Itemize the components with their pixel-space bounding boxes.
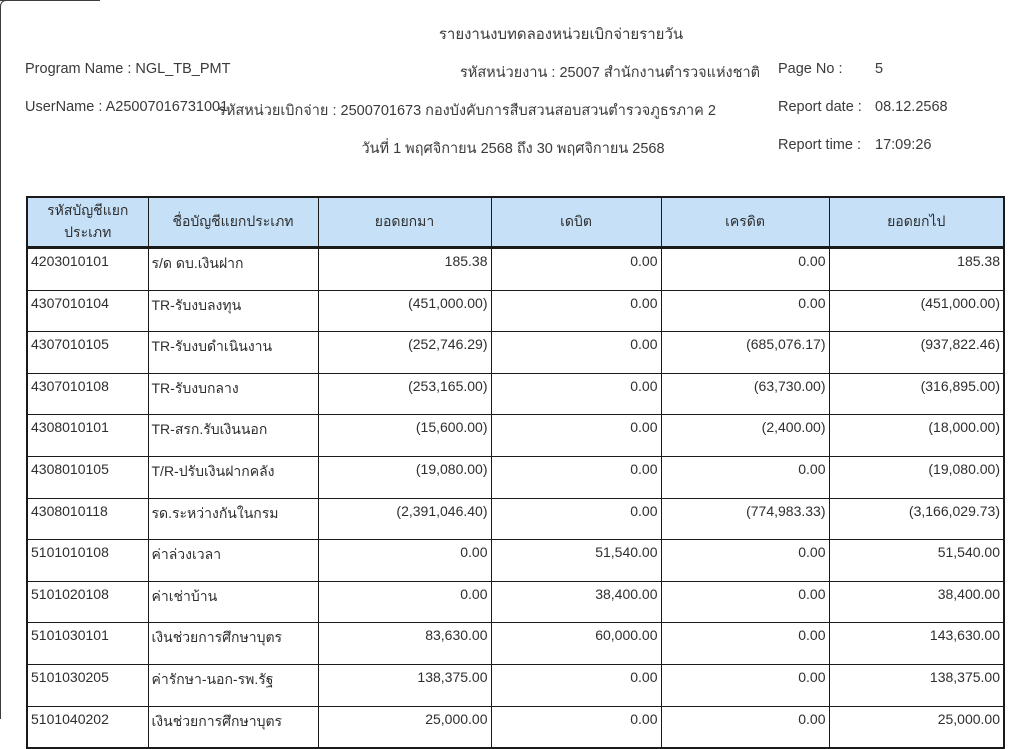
table-row xyxy=(27,540,1004,582)
cell-account-code: 4203010101 xyxy=(27,248,148,291)
cell-credit: (685,076.17) xyxy=(661,332,829,374)
cell-closing-balance: 143,630.00 xyxy=(829,623,1004,665)
cell-account-name: T/R-ปรับเงินฝากคลัง xyxy=(148,456,318,498)
cell-closing-balance: 38,400.00 xyxy=(829,581,1004,623)
cell-opening-balance: (451,000.00) xyxy=(318,290,491,332)
cell-opening-balance: (19,080.00) xyxy=(318,456,491,498)
cell-debit: 0.00 xyxy=(491,415,661,457)
table-row xyxy=(27,623,1004,665)
cell-debit: 38,400.00 xyxy=(491,581,661,623)
report-date-value: 08.12.2568 xyxy=(875,99,948,115)
page-border-top xyxy=(0,0,100,1)
cell-account-code: 4307010105 xyxy=(27,332,148,374)
cell-account-code: 4307010108 xyxy=(27,373,148,415)
cell-debit: 0.00 xyxy=(491,373,661,415)
cell-opening-balance: 185.38 xyxy=(318,248,491,291)
cell-account-code: 5101020108 xyxy=(27,581,148,623)
cell-credit: 0.00 xyxy=(661,664,829,706)
cell-debit: 51,540.00 xyxy=(491,540,661,582)
cell-opening-balance: 83,630.00 xyxy=(318,623,491,665)
table-row xyxy=(27,415,1004,457)
report-title: รายงานงบทดลองหน่วยเบิกจ่ายรายวัน xyxy=(438,26,684,43)
cell-account-name: ค่าเช่าบ้าน xyxy=(148,581,318,623)
cell-closing-balance: (19,080.00) xyxy=(829,456,1004,498)
cell-opening-balance: (15,600.00) xyxy=(318,415,491,457)
table-row xyxy=(27,498,1004,540)
cell-account-name: รด.ระหว่างกันในกรม xyxy=(148,498,318,540)
cell-account-code: 5101010108 xyxy=(27,540,148,582)
cell-account-code: 4308010118 xyxy=(27,498,148,540)
column-header-closing-balance: ยอดยกไป xyxy=(829,197,1004,248)
cell-account-name: เงินช่วยการศึกษาบุตร xyxy=(148,706,318,748)
column-header-debit: เดบิต xyxy=(491,197,661,248)
cell-debit: 0.00 xyxy=(491,706,661,748)
cell-credit: 0.00 xyxy=(661,581,829,623)
cell-debit: 0.00 xyxy=(491,290,661,332)
cell-credit: (774,983.33) xyxy=(661,498,829,540)
column-header-account-code: รหัสบัญชีแยกประเภท xyxy=(27,197,148,248)
cell-account-name: TR-รับงบกลาง xyxy=(148,373,318,415)
cell-credit: 0.00 xyxy=(661,623,829,665)
trial-balance-table xyxy=(26,196,1005,749)
username-text: UserName : A25007016731001 xyxy=(25,99,229,115)
cell-account-name: ค่ารักษา-นอก-รพ.รัฐ xyxy=(148,664,318,706)
cell-credit: 0.00 xyxy=(661,290,829,332)
cell-account-code: 4308010105 xyxy=(27,456,148,498)
cell-opening-balance: (253,165.00) xyxy=(318,373,491,415)
column-header-opening-balance: ยอดยกมา xyxy=(318,197,491,248)
table-header-row xyxy=(27,197,1004,248)
cell-account-name: ค่าล่วงเวลา xyxy=(148,540,318,582)
table-row xyxy=(27,664,1004,706)
page-border-left xyxy=(0,6,1,719)
cell-closing-balance: (937,822.46) xyxy=(829,332,1004,374)
program-name-text: Program Name : NGL_TB_PMT xyxy=(25,61,231,77)
table-row xyxy=(27,706,1004,748)
table-row xyxy=(27,332,1004,374)
cell-account-code: 5101040202 xyxy=(27,706,148,748)
cell-opening-balance: 25,000.00 xyxy=(318,706,491,748)
cell-credit: 0.00 xyxy=(661,456,829,498)
cell-closing-balance: (451,000.00) xyxy=(829,290,1004,332)
cell-account-code: 5101030205 xyxy=(27,664,148,706)
cell-opening-balance: 0.00 xyxy=(318,581,491,623)
cell-opening-balance: (252,746.29) xyxy=(318,332,491,374)
cell-debit: 0.00 xyxy=(491,332,661,374)
column-header-account-name: ชื่อบัญชีแยกประเภท xyxy=(148,197,318,248)
table-row xyxy=(27,248,1004,291)
cell-debit: 0.00 xyxy=(491,664,661,706)
cell-closing-balance: 185.38 xyxy=(829,248,1004,291)
cell-credit: 0.00 xyxy=(661,248,829,291)
column-header-credit: เครดิต xyxy=(661,197,829,248)
cell-opening-balance: 0.00 xyxy=(318,540,491,582)
cell-credit: 0.00 xyxy=(661,706,829,748)
cell-account-name: TR-รับงบดำเนินงาน xyxy=(148,332,318,374)
date-range-text: วันที่ 1 พฤศจิกายน 2568 ถึง 30 พฤศจิกายน 2568 xyxy=(361,141,665,157)
cell-credit: 0.00 xyxy=(661,540,829,582)
cell-closing-balance: 138,375.00 xyxy=(829,664,1004,706)
cell-closing-balance: (316,895.00) xyxy=(829,373,1004,415)
cell-credit: (2,400.00) xyxy=(661,415,829,457)
report-date-label: Report date : xyxy=(778,99,862,115)
cell-credit: (63,730.00) xyxy=(661,373,829,415)
page-no-value: 5 xyxy=(875,61,884,77)
report-time-label: Report time : xyxy=(778,137,861,153)
cell-account-name: เงินช่วยการศึกษาบุตร xyxy=(148,623,318,665)
table-row xyxy=(27,373,1004,415)
cell-account-code: 4308010101 xyxy=(27,415,148,457)
cell-closing-balance: (18,000.00) xyxy=(829,415,1004,457)
cell-closing-balance: 25,000.00 xyxy=(829,706,1004,748)
cell-account-code: 5101030101 xyxy=(27,623,148,665)
cell-debit: 60,000.00 xyxy=(491,623,661,665)
report-time-value: 17:09:26 xyxy=(875,137,932,153)
table-row xyxy=(27,290,1004,332)
agency-text: รหัสหน่วยงาน : 25007 สำนักงานตำรวจแห่งชาติ xyxy=(459,65,761,81)
cell-account-name: ร/ด ดบ.เงินฝาก xyxy=(148,248,318,291)
cell-closing-balance: (3,166,029.73) xyxy=(829,498,1004,540)
cell-account-name: TR-รับงบลงทุน xyxy=(148,290,318,332)
cell-account-code: 4307010104 xyxy=(27,290,148,332)
table-row xyxy=(27,456,1004,498)
page-no-label: Page No : xyxy=(778,61,843,77)
cell-opening-balance: 138,375.00 xyxy=(318,664,491,706)
cell-debit: 0.00 xyxy=(491,456,661,498)
cell-debit: 0.00 xyxy=(491,248,661,291)
cell-opening-balance: (2,391,046.40) xyxy=(318,498,491,540)
table-row xyxy=(27,581,1004,623)
disbursement-unit-text: รหัสหน่วยเบิกจ่าย : 2500701673 กองบังคับการสืบสวนสอบสวนตำรวจภูธรภาค 2 xyxy=(218,103,716,119)
cell-debit: 0.00 xyxy=(491,498,661,540)
cell-account-name: TR-สรก.รับเงินนอก xyxy=(148,415,318,457)
cell-closing-balance: 51,540.00 xyxy=(829,540,1004,582)
page-border-corner xyxy=(0,0,15,15)
